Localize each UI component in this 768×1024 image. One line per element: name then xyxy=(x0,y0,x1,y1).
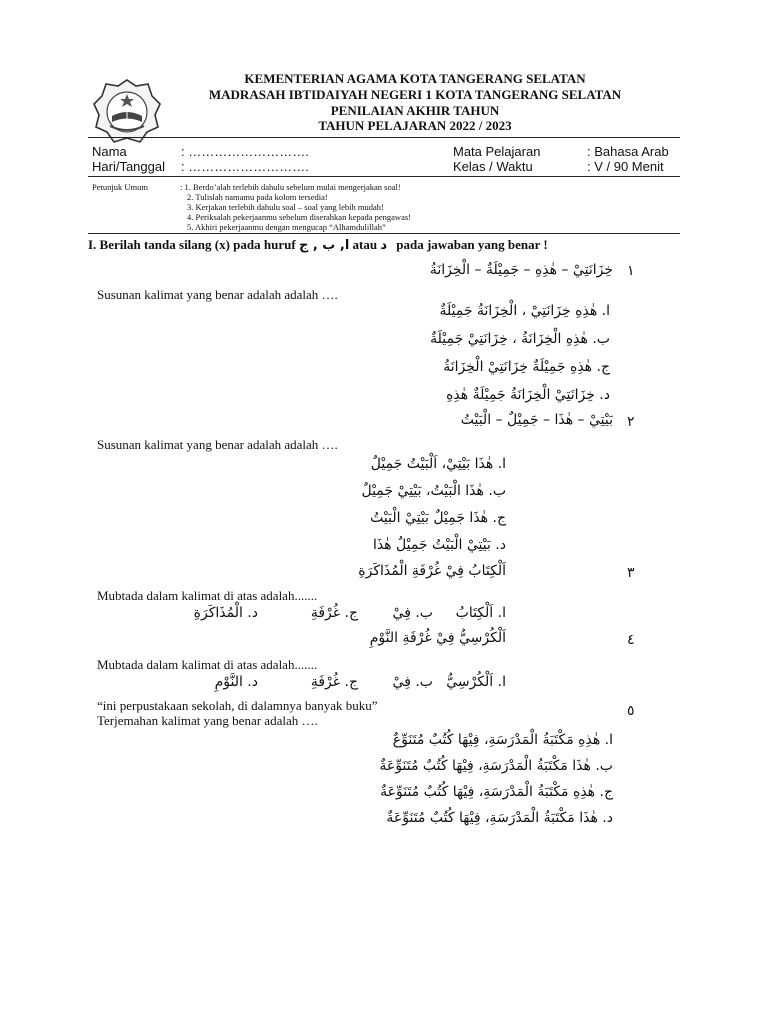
kelas-label: Kelas / Waktu xyxy=(453,159,533,174)
header-divider xyxy=(88,137,680,138)
q2-instruction: Susunan kalimat yang benar adalah adalah …. xyxy=(97,437,338,452)
q4-option-a[interactable]: ا. اَلْكُرْسِيُّ xyxy=(446,674,506,690)
q5-number: ٥ xyxy=(627,703,635,719)
hari-label: Hari/Tanggal xyxy=(92,159,165,174)
q3-option-a[interactable]: ا. اَلْكِتَابُ xyxy=(455,605,506,621)
q5-option-b[interactable]: ب. هٰذَا مَكْتَبَةُ الْمَدْرَسَةِ، فِيْهَا كُتُبٌ مُتَنَوِّعَةٌ xyxy=(379,758,613,774)
q1-prompt: خِزَانَتِيْ – هٰذِهِ – جَمِيْلَةٌ – الْخِزَانَةُ xyxy=(429,262,613,278)
q1-number: ١ xyxy=(627,263,635,279)
petunjuk-item-5: 5. Akhiri pekerjaanmu dengan mengucap “Alhamdulillah” xyxy=(187,222,386,232)
q3-option-d[interactable]: د. الْمُذَاكَرَةِ xyxy=(193,605,258,621)
q3-instruction: Mubtada dalam kalimat di atas adalah....... xyxy=(97,588,318,603)
mapel-label: Mata Pelajaran xyxy=(453,144,541,159)
mapel-value: : Bahasa Arab xyxy=(587,144,669,159)
q2-option-c[interactable]: ج. هٰذَا جَمِيْلٌ بَيْتِيْ الْبَيْتُ xyxy=(370,510,506,526)
nama-label: Nama xyxy=(92,144,127,159)
q4-number: ٤ xyxy=(627,632,635,648)
nama-field[interactable]: : ………………………. xyxy=(181,144,309,159)
section-atau: atau xyxy=(352,237,378,252)
q4-prompt: اَلْكُرْسِيُّ فِيْ غُرْفَةِ النَّوْمِ xyxy=(369,630,506,646)
q3-option-b[interactable]: ب. فِيْ xyxy=(392,605,433,621)
q2-option-a[interactable]: ا. هٰذَا بَيْتِيْ، اَلْبَيْتُ جَمِيْلٌ xyxy=(370,456,506,472)
petunjuk-item-1: : 1. Berdo’alah terlebih dahulu sebelum mulai mengerjakan soal! xyxy=(180,182,401,192)
q1-option-a[interactable]: ا. هٰذِهِ خِزَانَتِيْ ، الْخِزَانَةُ جَمِيْلَةٌ xyxy=(439,303,610,319)
q2-number: ٢ xyxy=(627,414,635,430)
q4-instruction: Mubtada dalam kalimat di atas adalah....... xyxy=(97,657,318,672)
petunjuk-item-2: 2. Tulislah namamu pada kolom tersedia! xyxy=(187,192,328,202)
section-letters: ا, ب , ج xyxy=(298,238,350,253)
q1-instruction: Susunan kalimat yang benar adalah adalah …. xyxy=(97,287,338,302)
header-exam: PENILAIAN AKHIR TAHUN xyxy=(330,103,500,118)
q1-option-c[interactable]: ج. هٰذِهِ جَمِيْلَةٌ خِزَانَتِيْ الْخِزَانَةُ xyxy=(443,359,610,375)
petunjuk-divider xyxy=(88,233,680,234)
header-ministry: KEMENTERIAN AGAMA KOTA TANGERANG SELATAN xyxy=(244,71,586,86)
q2-option-b[interactable]: ب. هٰذَا الْبَيْتُ، بَيْتِيْ جَمِيْلٌ xyxy=(361,483,506,499)
section-title-text: I. Berilah tanda silang (x) pada huruf xyxy=(88,237,296,252)
q4-option-d[interactable]: د. النَّوْمِ xyxy=(214,674,258,690)
section-letter-d: د xyxy=(380,238,388,253)
header-year: TAHUN PELAJARAN 2022 / 2023 xyxy=(318,118,512,133)
q3-prompt: اَلْكِتَابُ فِيْ غُرْفَةِ الْمُذَاكَرَةِ xyxy=(358,563,506,579)
q1-option-d[interactable]: د. خِزَانَتِيْ الْخِزَانَةُ جَمِيْلَةٌ هٰذِهِ xyxy=(446,387,610,403)
q3-number: ٣ xyxy=(627,565,635,581)
hari-field[interactable]: : ………………………. xyxy=(181,159,309,174)
info-divider xyxy=(88,176,680,177)
section-title-end: pada jawaban yang benar ! xyxy=(396,237,548,252)
q4-option-b[interactable]: ب. فِيْ xyxy=(392,674,433,690)
q4-option-c[interactable]: ج. غُرْفَةِ xyxy=(310,674,358,690)
q2-option-d[interactable]: د. بَيْتِيْ الْبَيْتُ جَمِيْلٌ هٰذَا xyxy=(372,537,506,553)
section-title xyxy=(88,236,548,255)
petunjuk-item-3: 3. Kerjakan terlebih dahulu soal – soal yang lebih mudah! xyxy=(187,202,384,212)
q5-quote: “ini perpustakaan sekolah, di dalamnya banyak buku” xyxy=(97,698,378,713)
q5-option-c[interactable]: ج. هٰذِهِ مَكْتَبَةُ الْمَدْرَسَةِ، فِيْهَا كُتُبٌ مُتَنَوِّعَةٌ xyxy=(380,784,613,800)
q5-option-a[interactable]: ا. هٰذِهِ مَكْتَبَةُ الْمَدْرَسَةِ، فِيْهَا كُتُبٌ مُتَنَوِّعٌ xyxy=(392,732,613,748)
q1-option-b[interactable]: ب. هٰذِهِ الْخِزَانَةُ ، خِزَانَتِيْ جَمِيْلَةٌ xyxy=(430,331,610,347)
petunjuk-label: Petunjuk Umum xyxy=(92,182,148,192)
q2-prompt: بَيْتِيْ – هٰذَا – جَمِيْلٌ – الْبَيْتُ xyxy=(460,412,613,428)
header-school: MADRASAH IBTIDAIYAH NEGERI 1 KOTA TANGERANG SELATAN xyxy=(208,87,622,102)
q5-instruction: Terjemahan kalimat yang benar adalah …. xyxy=(97,713,318,728)
q3-option-c[interactable]: ج. غُرْفَةِ xyxy=(310,605,358,621)
q5-option-d[interactable]: د. هٰذَا مَكْتَبَةُ الْمَدْرَسَةِ، فِيْهَا كُتُبٌ مُتَنَوِّعَةٌ xyxy=(386,810,613,826)
kelas-value: : V / 90 Menit xyxy=(587,159,664,174)
petunjuk-item-4: 4. Periksalah pekerjaanmu sebelum diserahkan kepada pengawas! xyxy=(187,212,411,222)
